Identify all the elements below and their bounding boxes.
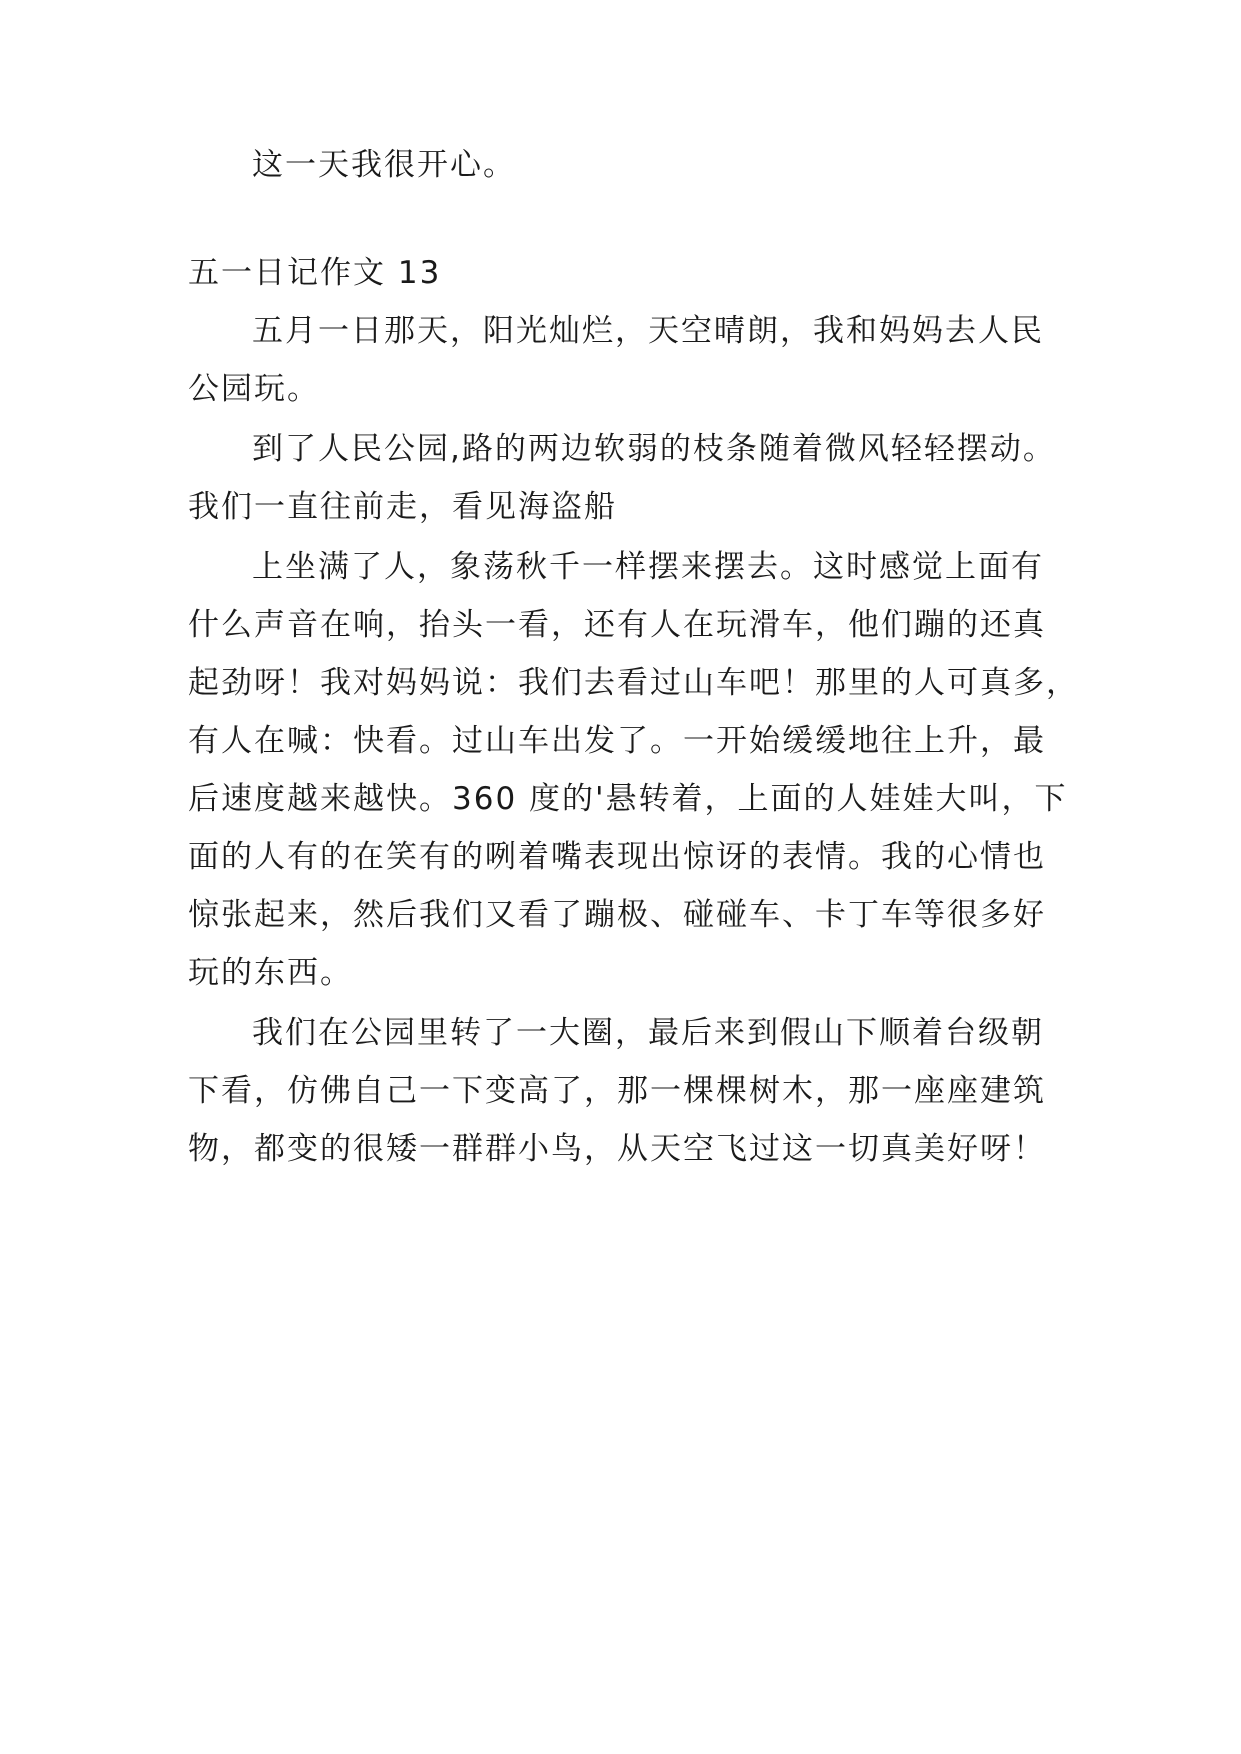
paragraph-2 — [188, 420, 1058, 536]
paragraph-line: 面的人有的在笑有的咧着嘴表现出惊讶的表情。我的心情也 — [188, 839, 1046, 875]
paragraph-line: 我们一直往前走，看见海盗船 — [188, 489, 617, 525]
paragraph-line: 玩的东西。 — [188, 955, 353, 991]
paragraph-1 — [188, 302, 1058, 418]
paragraph-line: 公园玩。 — [188, 371, 320, 407]
paragraph-line: 惊张起来，然后我们又看了蹦极、碰碰车、卡丁车等很多好 — [188, 897, 1046, 933]
paragraph-line: 下看，仿佛自己一下变高了，那一棵棵树木，那一座座建筑 — [188, 1073, 1046, 1109]
paragraph-line: 五月一日那天，阳光灿烂，天空晴朗，我和妈妈去人民 — [252, 313, 1044, 349]
section-title-text: 五一日记作文 13 — [188, 255, 442, 291]
paragraph-line: 物，都变的很矮一群群小鸟，从天空飞过这一切真美好呀！ — [188, 1131, 1046, 1167]
paragraph-line: 上坐满了人，象荡秋千一样摆来摆去。这时感觉上面有 — [252, 549, 1044, 585]
paragraph-4 — [188, 1004, 1058, 1178]
paragraph-line: 起劲呀！我对妈妈说：我们去看过山车吧！那里的人可真多， — [188, 665, 1079, 701]
closing-line: 这一天我很开心。 — [252, 147, 516, 183]
closing-paragraph — [188, 136, 1058, 194]
paragraph-line: 我们在公园里转了一大圈，最后来到假山下顺着台级朝 — [252, 1015, 1044, 1051]
paragraph-3 — [188, 538, 1079, 1002]
paragraph-line: 后速度越来越快。360 度的'悬转着，上面的人娃娃大叫，下 — [188, 781, 1068, 817]
paragraph-line: 有人在喊：快看。过山车出发了。一开始缓缓地往上升，最 — [188, 723, 1046, 759]
paragraph-line: 什么声音在响，抬头一看，还有人在玩滑车，他们蹦的还真 — [188, 607, 1046, 643]
paragraph-line: 到了人民公园,路的两边软弱的枝条随着微风轻轻摆动。 — [252, 431, 1056, 467]
section-title — [188, 244, 1058, 302]
